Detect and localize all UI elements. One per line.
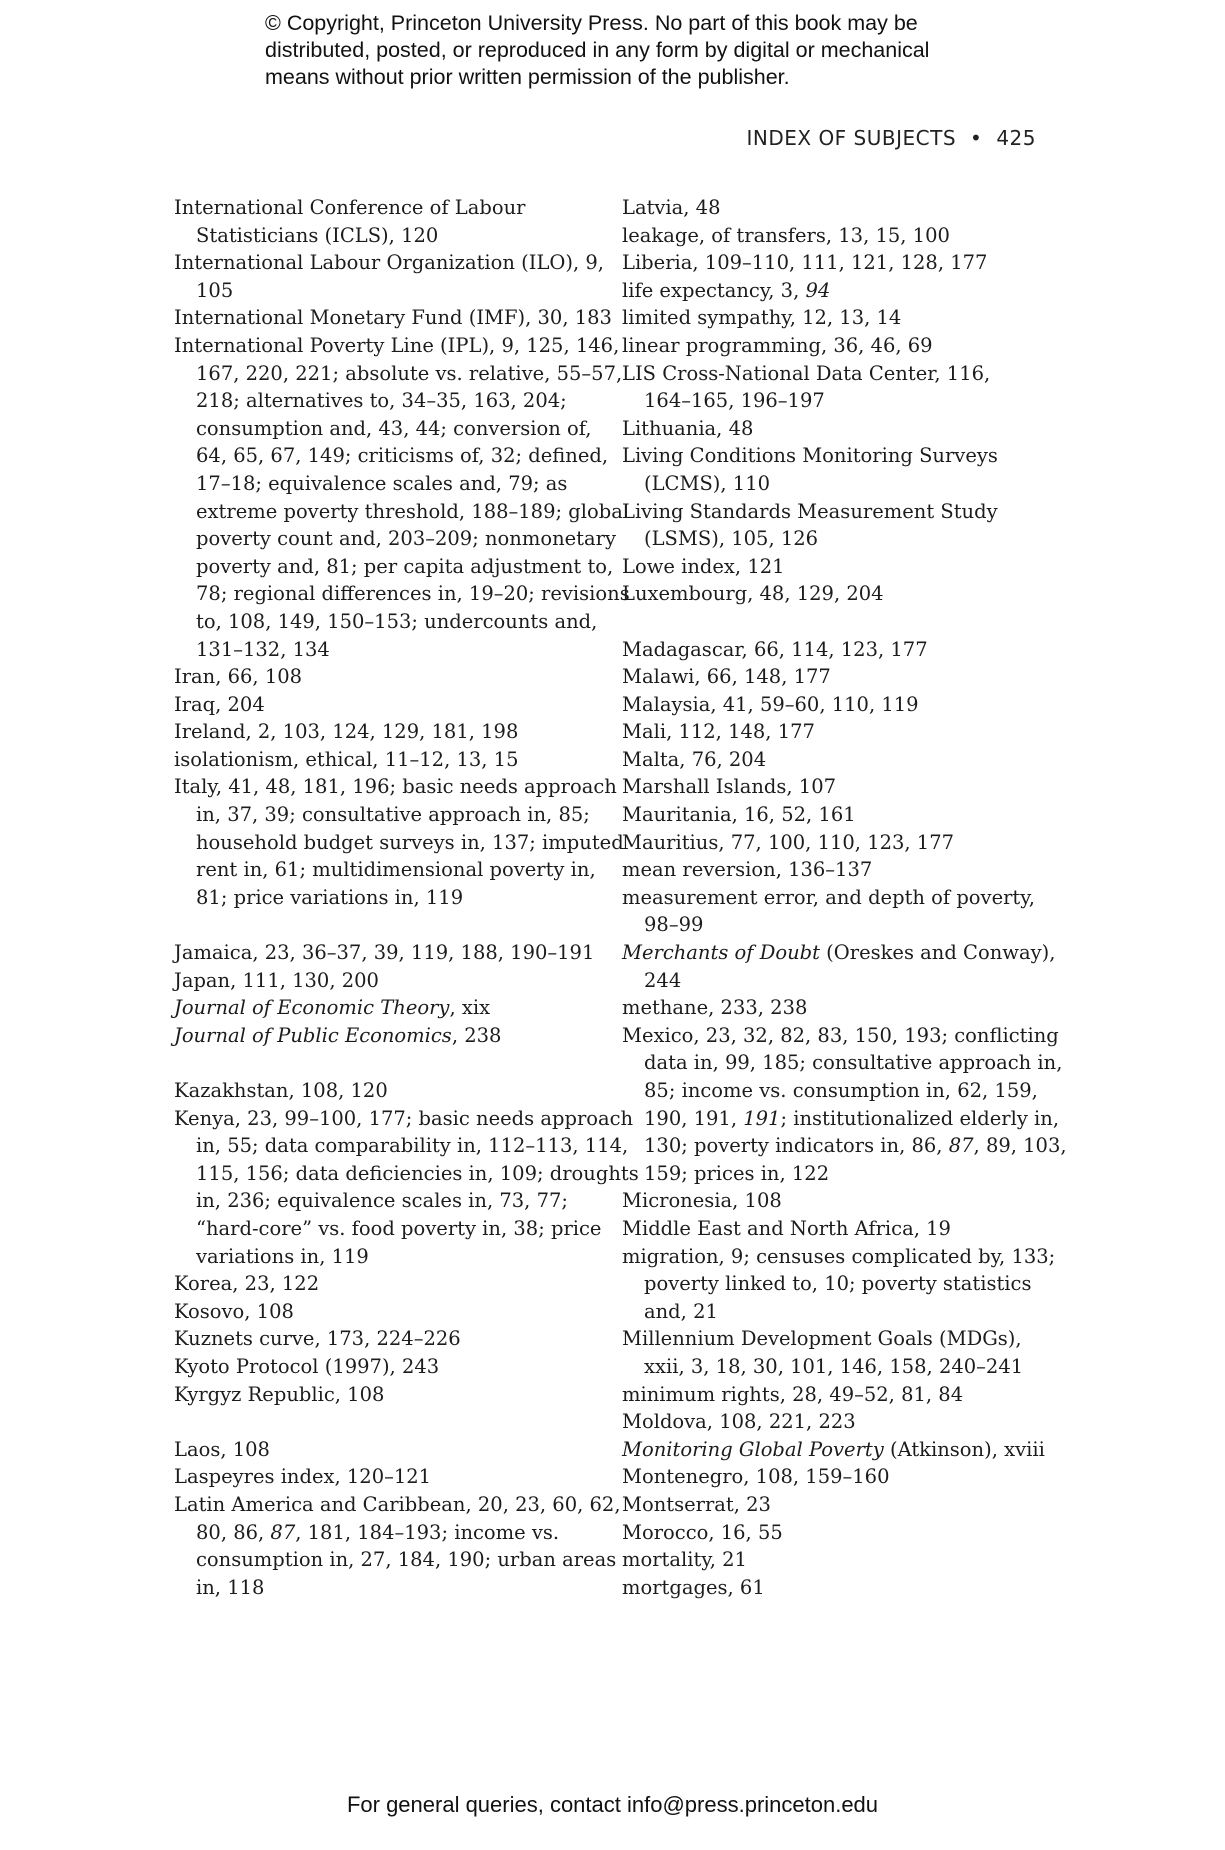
letter-group-gap [174, 1408, 594, 1436]
index-entry [174, 718, 594, 746]
index-entry-continuation: in, 55; data comparability in, 112–113, 114, [196, 1134, 629, 1158]
copyright-line: means without prior written permission of the publisher. [265, 65, 790, 89]
index-entry-heading: Merchants of Doubt (Oreskes and Conway), [622, 941, 1056, 965]
index-entry-heading: International Conference of Labour [174, 196, 526, 219]
index-entry-heading: Kenya, 23, 99–100, 177; basic needs approach [174, 1106, 634, 1130]
index-entry-continuation: 159; prices in, 122 [644, 1161, 830, 1185]
index-entry [622, 773, 1042, 801]
index-entry [174, 994, 594, 1022]
index-entry [622, 829, 1042, 857]
index-entry [622, 1463, 1042, 1491]
running-head [600, 126, 1036, 150]
index-entry [174, 1491, 621, 1601]
index-entry [622, 1325, 1042, 1380]
index-entry-heading: Mauritius, 77, 100, 110, 123, 177 [622, 830, 955, 854]
index-entry-continuation: data in, 99, 185; consultative approach in, [644, 1051, 1063, 1075]
index-entry [174, 746, 594, 774]
index-entry-continuation: 80, 86, 87, 181, 184–193; income vs. [196, 1520, 560, 1544]
index-entry-continuation: variations in, 119 [196, 1244, 369, 1268]
section-title: INDEX OF SUBJECTS [746, 126, 957, 150]
index-entry [174, 1463, 594, 1491]
index-entry [174, 1077, 594, 1105]
index-entry [174, 773, 624, 911]
index-entry-heading: methane, 233, 238 [622, 996, 808, 1020]
index-entry [622, 194, 1042, 222]
copyright-notice [265, 10, 1025, 91]
index-entry-heading: Mauritania, 16, 52, 161 [622, 803, 856, 827]
index-entry [622, 939, 1056, 994]
index-entry-heading: Kuznets curve, 173, 224–226 [174, 1327, 461, 1351]
index-entry-heading: minimum rights, 28, 49–52, 81, 84 [622, 1382, 964, 1406]
index-entry [622, 994, 1042, 1022]
index-entry-heading: Madagascar, 66, 114, 123, 177 [622, 637, 928, 661]
index-entry [622, 304, 1042, 332]
index-entry-continuation: 98–99 [644, 913, 704, 937]
index-entry-heading: leakage, of transfers, 13, 15, 100 [622, 223, 950, 247]
index-entry [622, 1519, 1042, 1547]
index-entry-heading: Marshall Islands, 107 [622, 775, 837, 799]
index-entry-heading: Iran, 66, 108 [174, 665, 303, 689]
index-column-left [174, 194, 639, 1601]
index-entry [174, 249, 604, 304]
index-entry-heading: Mali, 112, 148, 177 [622, 720, 815, 744]
index-entry-continuation: rent in, 61; multidimensional poverty in, [196, 858, 596, 882]
index-entry-heading: Liberia, 109–110, 111, 121, 128, 177 [622, 251, 988, 275]
index-entry-continuation: 17–18; equivalence scales and, 79; as [196, 471, 568, 495]
index-entry-continuation: 64, 65, 67, 149; criticisms of, 32; defined, [196, 444, 609, 468]
index-column-right [622, 194, 1067, 1601]
index-entry-heading: Morocco, 16, 55 [622, 1520, 783, 1544]
index-entry-heading: Journal of Public Economics, 238 [174, 1023, 502, 1047]
index-entry-heading: Micronesia, 108 [622, 1189, 782, 1213]
index-entry [622, 360, 1042, 415]
index-entry-continuation: 244 [644, 968, 682, 992]
index-entry [622, 249, 1042, 277]
index-entry-heading: Latin America and Caribbean, 20, 23, 60, 62, [174, 1492, 621, 1516]
index-entry-heading: Mexico, 23, 32, 82, 83, 150, 193; conflicting [622, 1023, 1059, 1047]
index-entry-continuation: poverty and, 81; per capita adjustment to, [196, 554, 614, 578]
index-entry [622, 691, 1042, 719]
letter-group-gap [622, 608, 1042, 636]
index-entry-continuation: 190, 191, 191; institutionalized elderly in, [644, 1106, 1060, 1130]
index-entry-continuation: consumption and, 43, 44; conversion of, [196, 416, 592, 440]
index-entry-continuation: and, 21 [644, 1299, 718, 1323]
index-entry [174, 967, 594, 995]
index-entry-heading: Kosovo, 108 [174, 1299, 294, 1323]
index-entry [174, 1325, 594, 1353]
index-entry-heading: International Labour Organization (ILO), 9, [174, 251, 604, 275]
letter-group-gap [174, 1049, 594, 1077]
index-entry [622, 332, 1042, 360]
index-entry-heading: mean reversion, 136–137 [622, 858, 873, 882]
index-entry-continuation: in, 118 [196, 1575, 265, 1599]
index-entry-continuation: poverty count and, 203–209; nonmonetary [196, 527, 616, 551]
index-entry [622, 663, 1042, 691]
index-entry-continuation: Statisticians (ICLS), 120 [196, 223, 439, 247]
index-entry-heading: Italy, 41, 48, 181, 196; basic needs approach [174, 775, 617, 799]
index-entry-heading: life expectancy, 3, 94 [622, 278, 831, 302]
index-entry-continuation: household budget surveys in, 137; imputed [196, 830, 624, 854]
index-entry-heading: Kyoto Protocol (1997), 243 [174, 1354, 440, 1378]
index-entry-continuation: in, 236; equivalence scales in, 73, 77; [196, 1189, 568, 1213]
copyright-line: distributed, posted, or reproduced in any form by digital or mechanical [265, 38, 930, 62]
index-entry-continuation: (LSMS), 105, 126 [644, 527, 819, 551]
index-entry-continuation: 130; poverty indicators in, 86, 87, 89, 103, [644, 1134, 1067, 1158]
index-entry-heading: Monitoring Global Poverty (Atkinson), xviii [622, 1437, 1045, 1461]
index-entry [174, 939, 594, 967]
index-entry-heading: Japan, 111, 130, 200 [174, 968, 379, 992]
index-entry [622, 1408, 1042, 1436]
index-entry [622, 1546, 1042, 1574]
index-entry-heading: Laspeyres index, 120–121 [174, 1465, 432, 1489]
index-entry-heading: Korea, 23, 122 [174, 1272, 320, 1296]
index-entry [622, 222, 1042, 250]
index-entry-continuation: xxii, 3, 18, 30, 101, 146, 158, 240–241 [644, 1354, 1024, 1378]
index-entry [622, 1187, 1042, 1215]
index-entry-heading: Living Conditions Monitoring Surveys [622, 444, 998, 468]
index-entry [174, 304, 612, 332]
index-entry [622, 1243, 1056, 1326]
index-entry-continuation: poverty linked to, 10; poverty statistics [644, 1272, 1032, 1296]
index-entry-continuation: in, 37, 39; consultative approach in, 85; [196, 803, 590, 827]
index-entry-heading: LIS Cross-National Data Center, 116, [622, 361, 991, 385]
index-entry [622, 498, 1042, 553]
index-entry-continuation: 105 [196, 278, 234, 302]
index-entry [622, 1022, 1067, 1188]
index-entry [174, 691, 594, 719]
index-entry-heading: Malaysia, 41, 59–60, 110, 119 [622, 692, 919, 716]
index-entry-heading: Journal of Economic Theory, xix [174, 996, 491, 1020]
index-entry-continuation: to, 108, 149, 150–153; undercounts and, [196, 609, 598, 633]
index-entry-heading: Lithuania, 48 [622, 416, 754, 440]
index-entry [622, 718, 1042, 746]
index-entry [622, 415, 1042, 443]
index-entry [174, 1270, 594, 1298]
index-entry [174, 1105, 639, 1271]
index-entry-heading: linear programming, 36, 46, 69 [622, 333, 933, 357]
index-entry-continuation: 81; price variations in, 119 [196, 885, 464, 909]
index-entry [622, 1381, 1042, 1409]
index-entry [622, 277, 1042, 305]
index-entry [174, 1381, 594, 1409]
index-entry [622, 1436, 1045, 1464]
index-entry [622, 442, 1042, 497]
index-entry-heading: mortgages, 61 [622, 1575, 765, 1599]
index-entry [622, 1574, 1042, 1602]
index-entry-continuation: extreme poverty threshold, 188–189; global [196, 499, 630, 523]
index-entry [622, 746, 1042, 774]
index-entry-continuation: 131–132, 134 [196, 637, 330, 661]
index-entry-heading: Montserrat, 23 [622, 1492, 771, 1516]
index-entry-continuation: 218; alternatives to, 34–35, 163, 204; [196, 389, 567, 413]
index-entry [622, 1215, 1042, 1243]
index-entry-heading: Kazakhstan, 108, 120 [174, 1079, 388, 1102]
index-entry [622, 884, 1042, 939]
index-entry-heading: Malawi, 66, 148, 177 [622, 665, 831, 689]
index-entry-continuation: 85; income vs. consumption in, 62, 159, [644, 1079, 1038, 1102]
separator-bullet: • [970, 126, 983, 150]
index-entry-continuation: 78; regional differences in, 19–20; revisions [196, 582, 630, 606]
index-entry-heading: Malta, 76, 204 [622, 747, 767, 771]
index-entry-heading: isolationism, ethical, 11–12, 13, 15 [174, 747, 519, 771]
index-entry-heading: limited sympathy, 12, 13, 14 [622, 306, 902, 330]
index-entry-heading: Kyrgyz Republic, 108 [174, 1382, 385, 1406]
footer-contact: For general queries, contact info@press.princeton.edu [346, 1792, 879, 1817]
index-entry-heading: Luxembourg, 48, 129, 204 [622, 582, 884, 606]
index-entry [174, 1298, 594, 1326]
index-entry-heading: International Poverty Line (IPL), 9, 125, 146, [174, 333, 620, 357]
index-entry [622, 1491, 1042, 1519]
index-entry [174, 1022, 594, 1050]
index-entry-continuation: 167, 220, 221; absolute vs. relative, 55–57, [196, 361, 623, 385]
page-number: 425 [996, 126, 1036, 150]
index-entry-heading: Latvia, 48 [622, 196, 721, 219]
index-entry [622, 636, 1042, 664]
index-entry-heading: Jamaica, 23, 36–37, 39, 119, 188, 190–191 [174, 941, 595, 965]
index-entry-heading: Montenegro, 108, 159–160 [622, 1465, 890, 1489]
index-entry [622, 856, 1042, 884]
index-entry-heading: Lowe index, 121 [622, 554, 785, 578]
index-entry-heading: Middle East and North Africa, 19 [622, 1216, 951, 1240]
index-entry-heading: International Monetary Fund (IMF), 30, 183 [174, 306, 612, 330]
index-entry [622, 553, 1042, 581]
index-entry-heading: Laos, 108 [174, 1437, 270, 1461]
index-entry-continuation: consumption in, 27, 184, 190; urban areas [196, 1548, 617, 1572]
index-entry-continuation: “hard-core” vs. food poverty in, 38; price [196, 1216, 602, 1240]
index-entry [174, 663, 594, 691]
index-entry [174, 1353, 594, 1381]
index-entry [622, 580, 1042, 608]
index-entry [622, 801, 1042, 829]
index-entry-heading: Moldova, 108, 221, 223 [622, 1410, 856, 1434]
index-entry-heading: Ireland, 2, 103, 124, 129, 181, 198 [174, 720, 519, 744]
index-entry [174, 1436, 594, 1464]
index-entry-heading: Iraq, 204 [174, 692, 265, 716]
index-entry [174, 194, 594, 249]
copyright-line: © Copyright, Princeton University Press. No part of this book may be [265, 11, 918, 35]
index-entry-continuation: 115, 156; data deficiencies in, 109; droughts [196, 1161, 639, 1185]
index-entry-continuation: 164–165, 196–197 [644, 389, 825, 413]
index-entry-heading: measurement error, and depth of poverty, [622, 885, 1035, 909]
index-entry-heading: migration, 9; censuses complicated by, 133; [622, 1244, 1056, 1268]
index-entry-heading: Living Standards Measurement Study [622, 499, 998, 523]
index-entry-heading: Millennium Development Goals (MDGs), [622, 1327, 1022, 1351]
index-entry [174, 332, 630, 663]
index-entry-heading: mortality, 21 [622, 1548, 747, 1572]
index-entry-continuation: (LCMS), 110 [644, 471, 771, 495]
letter-group-gap [174, 911, 594, 939]
